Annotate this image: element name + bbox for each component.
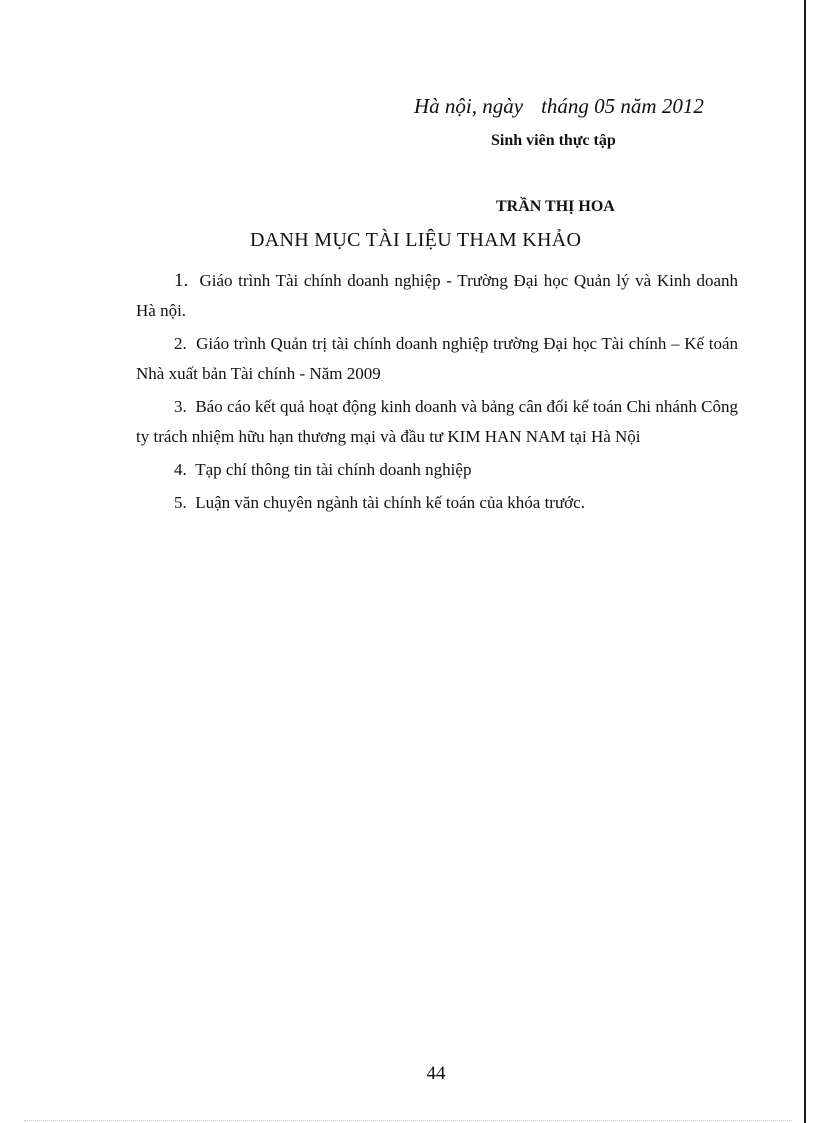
date-line (414, 94, 704, 119)
reference-text: Báo cáo kết quả hoạt động kinh doanh và bảng cân đối kế toán Chi nhánh Công ty trách nhiệm hữu hạn thương mại và đầu tư KIM HAN NAM tại Hà Nội (136, 397, 739, 446)
reference-text: Giáo trình Tài chính doanh nghiệp - Trường Đại học Quản lý và Kinh doanh Hà nội. (136, 271, 738, 320)
reference-list (136, 266, 738, 521)
date-month-year: tháng 05 năm 2012 (541, 94, 704, 118)
date-place: Hà nội, ngày (414, 94, 524, 118)
reference-item (136, 266, 738, 326)
reference-item (136, 455, 738, 485)
reference-text: Giáo trình Quản trị tài chính doanh nghiệp trường Đại học Tài chính – Kế toán Nhà xuất bản Tài chính - Năm 2009 (136, 334, 739, 383)
reference-number: 5. (174, 493, 187, 512)
reference-number: 3. (174, 397, 187, 416)
reference-number: 1. (174, 270, 189, 291)
signer-role: Sinh viên thực tập (491, 132, 616, 149)
signer-name: TRẦN THỊ HOA (496, 198, 615, 215)
reference-text: Tạp chí thông tin tài chính doanh nghiệp (195, 460, 472, 479)
page-title: DANH MỤC TÀI LIỆU THAM KHẢO (250, 229, 582, 251)
bottom-dotted-rule (24, 1120, 792, 1121)
reference-item (136, 488, 738, 518)
page-number: 44 (426, 1063, 446, 1084)
reference-item (136, 329, 738, 389)
reference-number: 2. (174, 334, 187, 353)
reference-number: 4. (174, 460, 187, 479)
right-border-rule (804, 0, 806, 1123)
reference-text: Luận văn chuyên ngành tài chính kế toán của khóa trước. (195, 493, 585, 512)
reference-item (136, 392, 738, 452)
